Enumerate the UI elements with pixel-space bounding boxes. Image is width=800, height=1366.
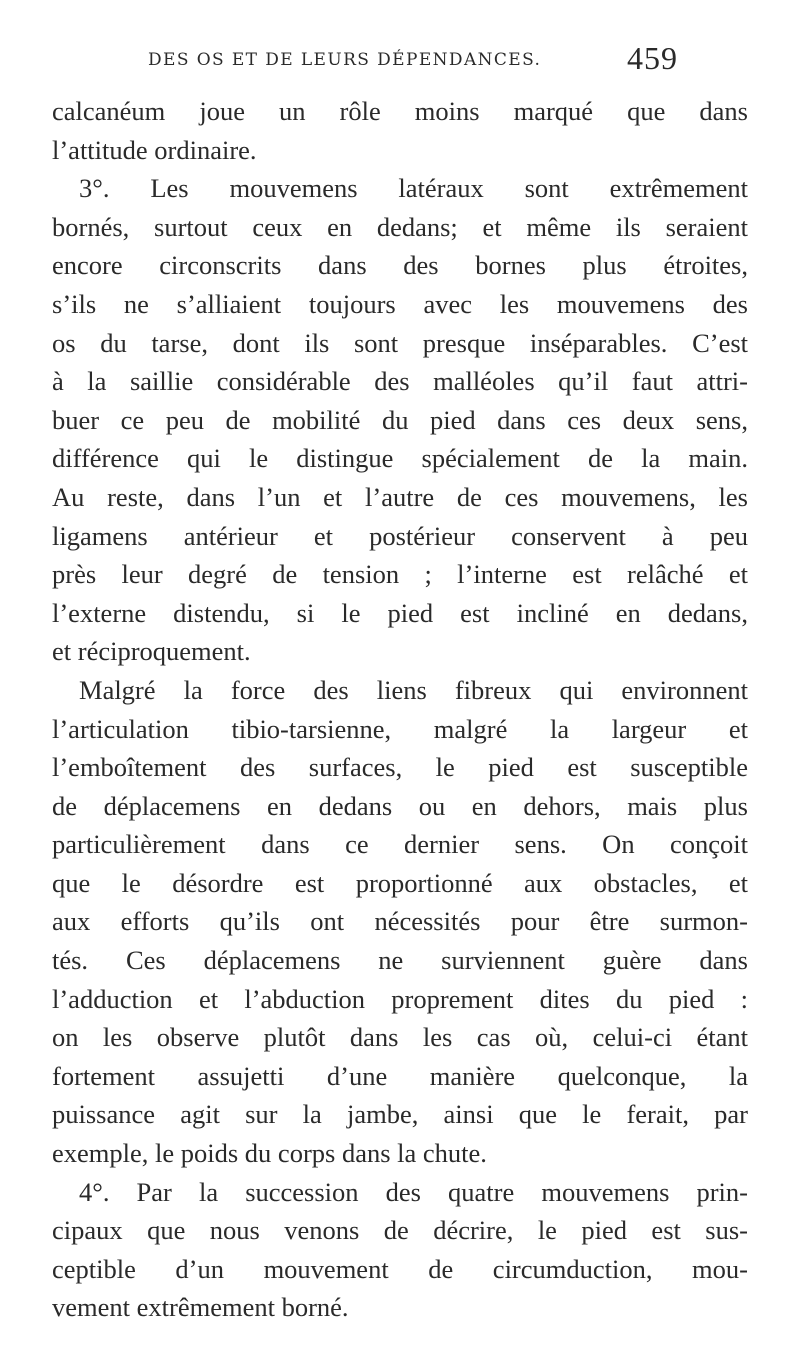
text-line: ligamens antérieur et postérieur conservent à peu (52, 520, 748, 551)
text-line: différence qui le distingue spécialement de la main. (52, 443, 748, 474)
text-line: on les observe plutôt dans les cas où, celui-ci étant (52, 1022, 748, 1053)
text-line: et réciproquement. (52, 636, 251, 667)
text-line: Malgré la force des liens fibreux qui environnent (79, 674, 748, 705)
running-head: DES OS ET DE LEURS DÉPENDANCES. (148, 50, 542, 70)
text-line: s’ils ne s’alliaient toujours avec les mouvemens des (52, 288, 748, 319)
text-line: 3°. Les mouvemens latéraux sont extrêmement (79, 173, 748, 204)
text-line: l’adduction et l’abduction proprement dites du pied : (52, 983, 748, 1014)
text-line: exemple, le poids du corps dans la chute. (52, 1138, 487, 1169)
text-line: 4°. Par la succession des quatre mouvemens prin- (79, 1176, 748, 1207)
text-line: ceptible d’un mouvement de circumduction, mou- (52, 1253, 748, 1284)
body-text (52, 92, 748, 1327)
page-number: 459 (627, 40, 678, 76)
text-line: à la saillie considérable des malléoles qu’il faut attri- (52, 366, 748, 397)
text-line: vement extrêmement borné. (52, 1292, 349, 1323)
text-line: puissance agit sur la jambe, ainsi que le ferait, par (52, 1099, 748, 1130)
text-line: calcanéum joue un rôle moins marqué que dans (52, 96, 748, 126)
text-line: particulièrement dans ce dernier sens. On conçoit (52, 829, 748, 860)
text-line: près leur degré de tension ; l’interne est relâché et (52, 559, 748, 590)
text-line: aux efforts qu’ils ont nécessités pour être surmon- (52, 906, 748, 937)
text-line: fortement assujetti d’une manière quelconque, la (52, 1060, 748, 1091)
text-line: Au reste, dans l’un et l’autre de ces mouvemens, les (52, 481, 748, 512)
text-line: cipaux que nous venons de décrire, le pied est sus- (52, 1215, 748, 1246)
text-line: l’externe distendu, si le pied est incliné en dedans, (52, 597, 748, 628)
text-line: os du tarse, dont ils sont presque inséparables. C’est (52, 327, 748, 358)
text-line: l’emboîtement des surfaces, le pied est susceptible (52, 752, 748, 783)
text-line: buer ce peu de mobilité du pied dans ces deux sens, (52, 404, 748, 435)
text-line: l’articulation tibio-tarsienne, malgré la largeur et (52, 713, 748, 744)
text-line: encore circonscrits dans des bornes plus étroites, (52, 250, 748, 281)
text-line: l’attitude ordinaire. (52, 134, 257, 165)
text-line: de déplacemens en dedans ou en dehors, mais plus (52, 790, 748, 821)
text-line: que le désordre est proportionné aux obstacles, et (52, 867, 748, 898)
text-line: tés. Ces déplacemens ne surviennent guère dans (52, 945, 748, 976)
text-line: bornés, surtout ceux en dedans; et même ils seraient (52, 211, 748, 242)
